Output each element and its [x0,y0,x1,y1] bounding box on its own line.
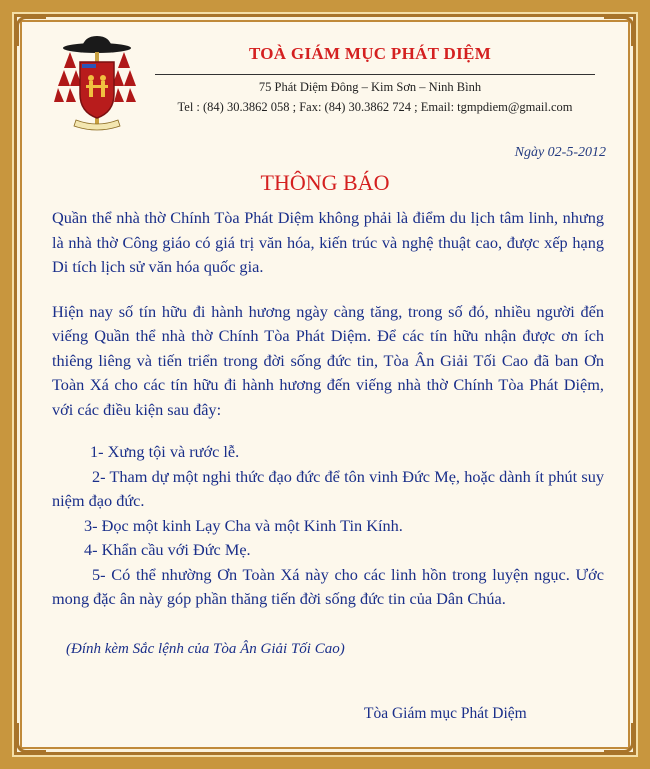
frame-corner-ornament [604,723,634,753]
condition-item: 4- Khẩn cầu với Đức Mẹ. [84,540,251,559]
notice-date: Ngày 02-5-2012 [514,145,606,160]
frame-corner-ornament [604,16,634,46]
organization-contact: Tel : (84) 30.3862 058 ; Fax: (84) 30.3862 724 ; Email: tgmpdiem@gmail.com [177,100,573,114]
bishop-coat-of-arms-icon [52,32,142,132]
condition-item: 1- Xưng tội và rước lễ. [90,442,240,461]
organization-name: TOÀ GIÁM MỤC PHÁT DIỆM [248,44,492,63]
organization-address: 75 Phát Diệm Đông – Kim Sơn – Ninh Bình [258,80,482,94]
body-paragraph: Hiện nay số tín hữu đi hành hương ngày càng tăng, trong số đó, nhiều người đến viếng Quần thể nhà thờ Chính Tòa Phát Diệm. Để các tín hữu nhận được ơn ích thiêng liêng và tiến triển trong đời sống đức tin, Tòa Ân Giải Tối Cao đã ban Ơn Toàn Xá cho các tín hữu đi hành hương đến viếng nhà thờ Chính Tòa Phát Diệm, với các điều kiện sau đây: [52,301,604,419]
condition-item: 5- Có thể nhường Ơn Toàn Xá này cho các linh hồn trong luyện ngục. Ước mong đặc ân này góp phần thăng tiến đời sống đức tin của Dân Chúa. [52,564,604,608]
condition-item: 3- Đọc một kinh Lạy Cha và một Kinh Tin Kính. [84,515,403,535]
condition-item: 2- Tham dự một nghi thức đạo đức để tôn vinh Đức Mẹ, hoặc dành ít phút suy niệm đạo đức. [52,466,604,510]
body-paragraph: Quần thể nhà thờ Chính Tòa Phát Diệm không phải là điểm du lịch tâm linh, nhưng là nhà thờ Công giáo có giá trị văn hóa, kiến trúc và nghệ thuật cao, được xếp hạng Di tích lịch sử văn hóa quốc gia. [52,208,604,276]
attachment-note: (Đính kèm Sắc lệnh của Tòa Ân Giải Tối Cao) [66,641,345,657]
frame-corner-ornament [16,723,46,753]
notice-title: THÔNG BÁO [260,170,390,195]
signature-line: Tòa Giám mục Phát Diệm [364,705,527,722]
header-divider [155,74,595,75]
notice-body [52,206,604,612]
frame-corner-ornament [16,16,46,46]
